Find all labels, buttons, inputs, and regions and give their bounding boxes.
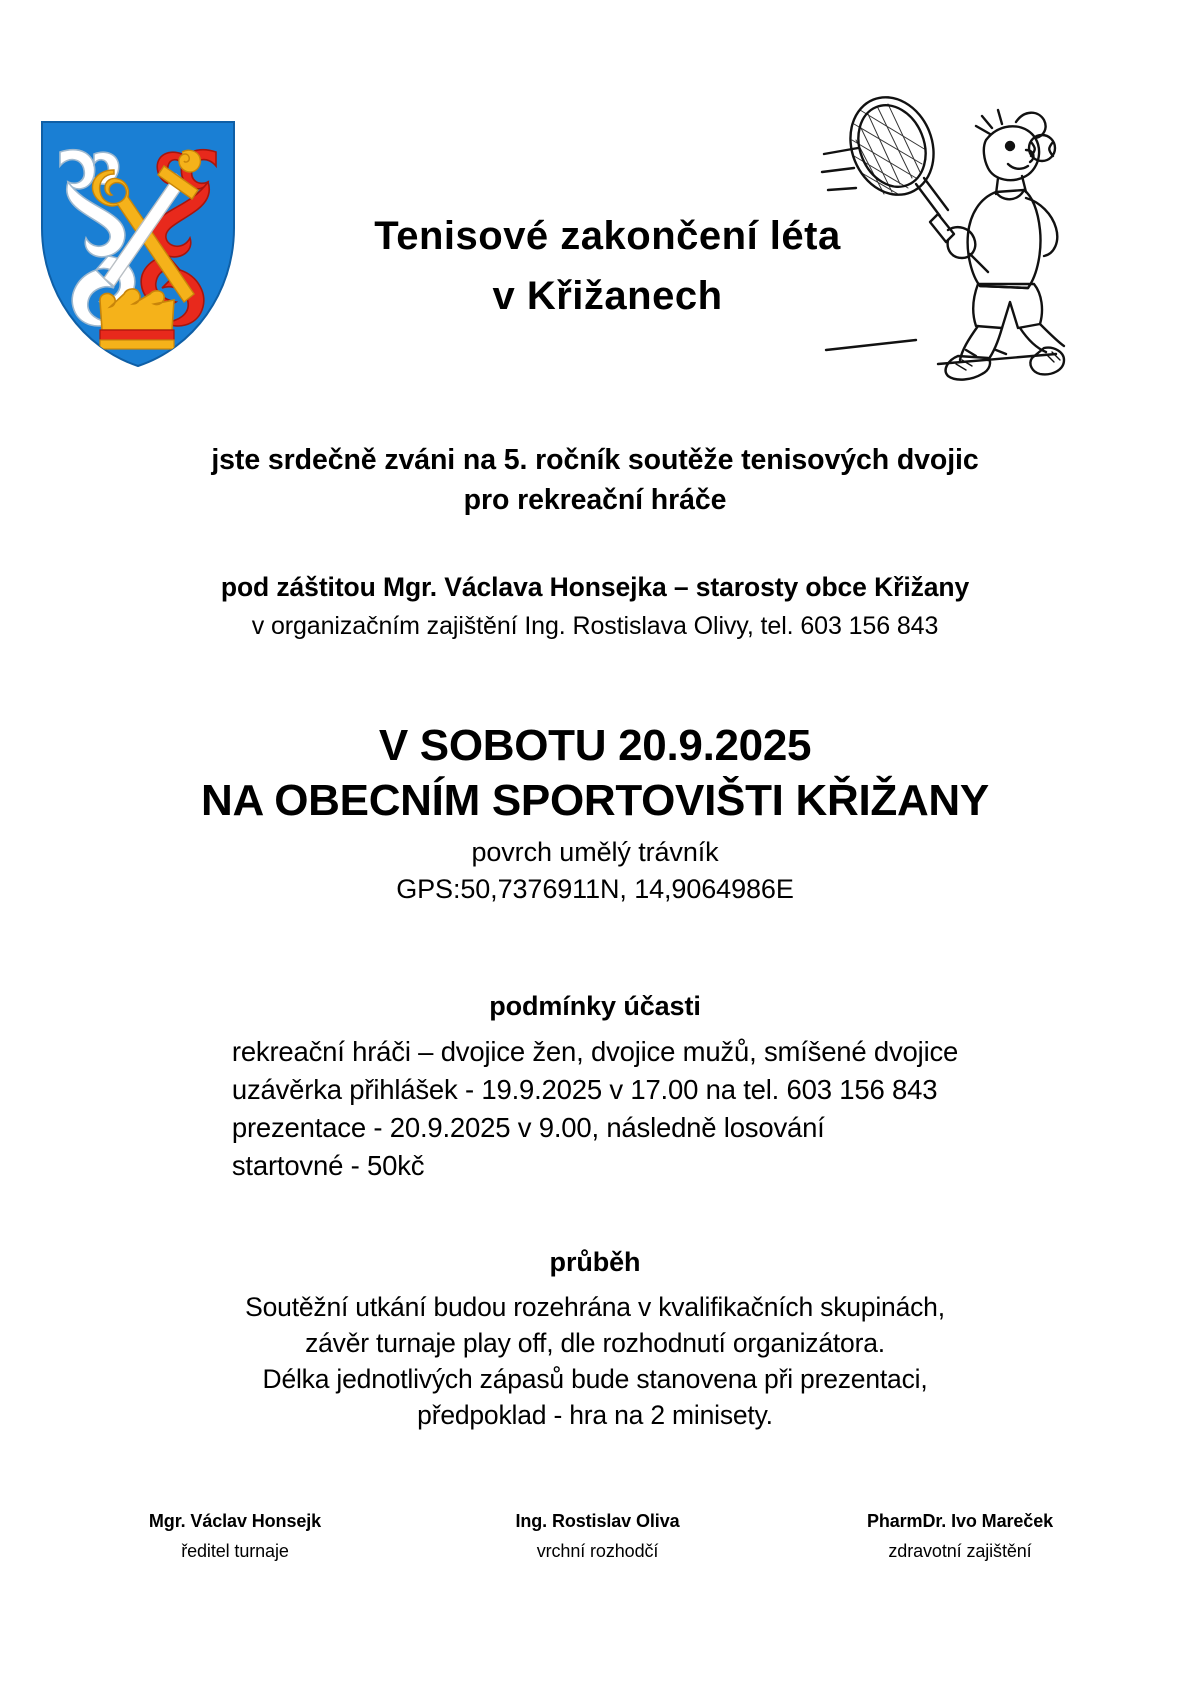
signature-role: zdravotní zajištění: [888, 1540, 1032, 1561]
signature-block-referee: [468, 1508, 728, 1565]
event-date: V SOBOTU 20.9.2025: [378, 720, 812, 770]
signature-name: PharmDr. Ivo Mareček: [866, 1510, 1054, 1531]
event-surface: povrch umělý trávník: [471, 837, 719, 868]
title-line-2: v Křižanech: [492, 274, 723, 318]
conditions-heading: podmínky účasti: [489, 990, 701, 1021]
condition-item: prezentace - 20.9.2025 v 9.00, následně losování: [231, 1111, 825, 1143]
signature-role: vrchní rozhodčí: [536, 1540, 659, 1561]
organizer-line: v organizačním zajištění Ing. Rostislava Olivy, tel. 603 156 843: [251, 612, 939, 641]
patron-line: pod záštitou Mgr. Václava Honsejka – starosty obce Křižany: [220, 571, 970, 602]
event-when-where-block: [0, 718, 1190, 907]
invitation-line-2: pro rekreační hráče: [463, 484, 727, 517]
condition-item: uzávěrka přihlášek - 19.9.2025 v 17.00 na tel. 603 156 843: [231, 1073, 938, 1105]
progress-list: [0, 1289, 1190, 1434]
progress-item: Soutěžní utkání budou rozehrána v kvalifikačních skupinách,: [245, 1291, 945, 1322]
progress-heading: průběh: [549, 1246, 641, 1277]
progress-item: Délka jednotlivých zápasů bude stanovena při prezentaci,: [262, 1364, 928, 1395]
progress-item: předpoklad - hra na 2 minisety.: [417, 1400, 773, 1431]
conditions-block: [0, 991, 1190, 1185]
signature-block-medical: [830, 1508, 1090, 1565]
condition-item: rekreační hráči – dvojice žen, dvojice mužů, smíšené dvojice: [231, 1035, 959, 1067]
event-venue: NA OBECNÍM SPORTOVIŠTI KŘIŽANY: [201, 776, 989, 826]
signature-block-director: [105, 1508, 365, 1565]
event-gps: GPS:50,7376911N, 14,9064986E: [396, 873, 794, 904]
patronage-block: [0, 568, 1190, 645]
condition-item: startovné - 50kč: [231, 1149, 425, 1181]
invitation-block: [0, 440, 1190, 521]
title-line-1: Tenisové zakončení léta: [374, 214, 841, 258]
invitation-line-1: jste srdečně zváni na 5. ročník soutěže tenisových dvojic: [211, 444, 979, 476]
signature-name: Mgr. Václav Honsejk: [148, 1510, 322, 1531]
signature-name: Ing. Rostislav Oliva: [515, 1510, 680, 1531]
poster-header: [0, 0, 1190, 400]
conditions-list: [232, 1033, 958, 1185]
progress-item: závěr turnaje play off, dle rozhodnutí organizátora.: [305, 1327, 885, 1358]
progress-block: [0, 1247, 1190, 1434]
signature-row: [0, 1508, 1190, 1565]
signature-role: ředitel turnaje: [181, 1540, 289, 1561]
poster-title: [0, 206, 1190, 326]
